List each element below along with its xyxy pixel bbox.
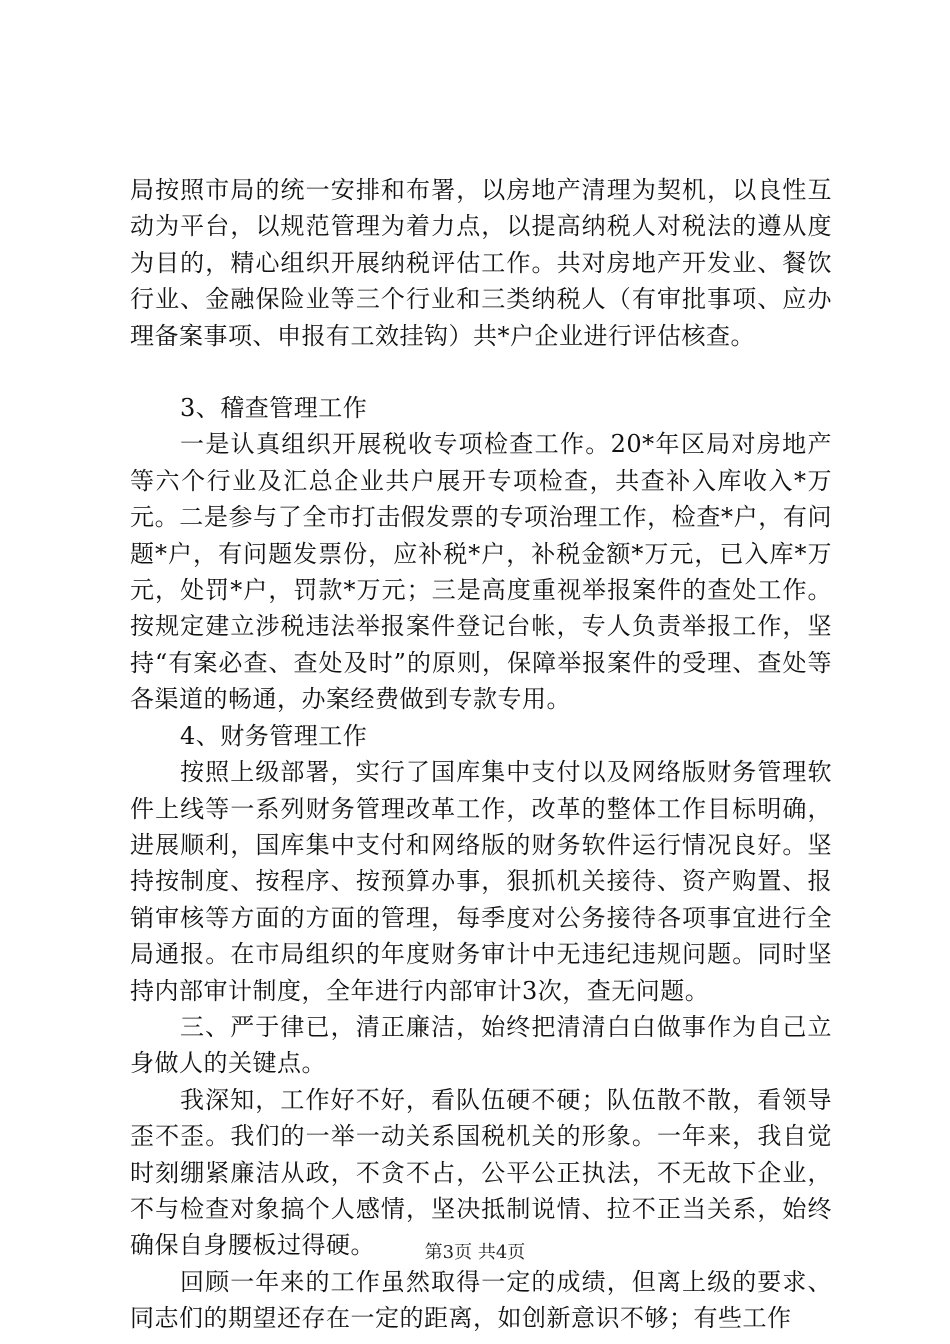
heading-integrity: 三、严于律已，清正廉洁，始终把清清白白做事作为自己立身做人的关键点。 bbox=[130, 1012, 832, 1078]
paragraph-integrity: 我深知，工作好不好，看队伍硬不硬；队伍散不散，看领导歪不歪。我们的一举一动关系国税机关的形象。一年来，我自觉时刻绷紧廉洁从政，不贪不占，公平公正执法，不无故下企业，不与检查对象搞个人感情，坚决抵制说情、拉不正当关系，始终确保自身腰板过得硬。 bbox=[130, 1085, 832, 1260]
heading-inspection-management: 3、稽查管理工作 bbox=[180, 394, 368, 423]
document-body bbox=[130, 172, 832, 1337]
paragraph-spacer bbox=[130, 354, 832, 390]
paragraph-review: 回顾一年来的工作虽然取得一定的成绩，但离上级的要求、同志们的期望还存在一定的距离，如创新意识不够；有些工作 bbox=[130, 1267, 832, 1333]
page-footer: 第3页 共4页 bbox=[424, 1242, 526, 1263]
paragraph-assessment-work: 局按照市局的统一安排和布署，以房地产清理为契机，以良性互动为平台，以规范管理为着力点，以提高纳税人对税法的遵从度为目的，精心组织开展纳税评估工作。共对房地产开发业、餐饮行业、金融保险业等三个行业和三类纳税人（有审批事项、应办理备案事项、申报有工效挂钩）共*户企业进行评估核查。 bbox=[130, 176, 832, 350]
paragraph-inspection-work: 一是认真组织开展税收专项检查工作。20*年区局对房地产等六个行业及汇总企业共户展开专项检查，共查补入库收入*万元。二是参与了全市打击假发票的专项治理工作，检查*户，有问题*户，有问题发票份，应补税*户，补税金额*万元，已入库*万元，处罚*户，罚款*万元；三是高度重视举报案件的查处工作。按规定建立涉税违法举报案件登记台帐，专人负责举报工作，坚持“有案必查、查处及时”的原则，保障举报案件的受理、查处等各渠道的畅通，办案经费做到专款专用。 bbox=[130, 430, 832, 714]
heading-financial-management: 4、财务管理工作 bbox=[180, 721, 368, 750]
paragraph-financial-work: 按照上级部署，实行了国库集中支付以及网络版财务管理软件上线等一系列财务管理改革工作，改革的整体工作目标明确，进展顺利，国库集中支付和网络版的财务软件运行情况良好。坚持按制度、按程序、按预算办事，狠抓机关接待、资产购置、报销审核等方面的方面的管理，每季度对公务接待各项事宜进行全局通报。在市局组织的年度财务审计中无违纪违规问题。同时坚持内部审计制度，全年进行内部审计3次，查无问题。 bbox=[130, 758, 832, 1005]
